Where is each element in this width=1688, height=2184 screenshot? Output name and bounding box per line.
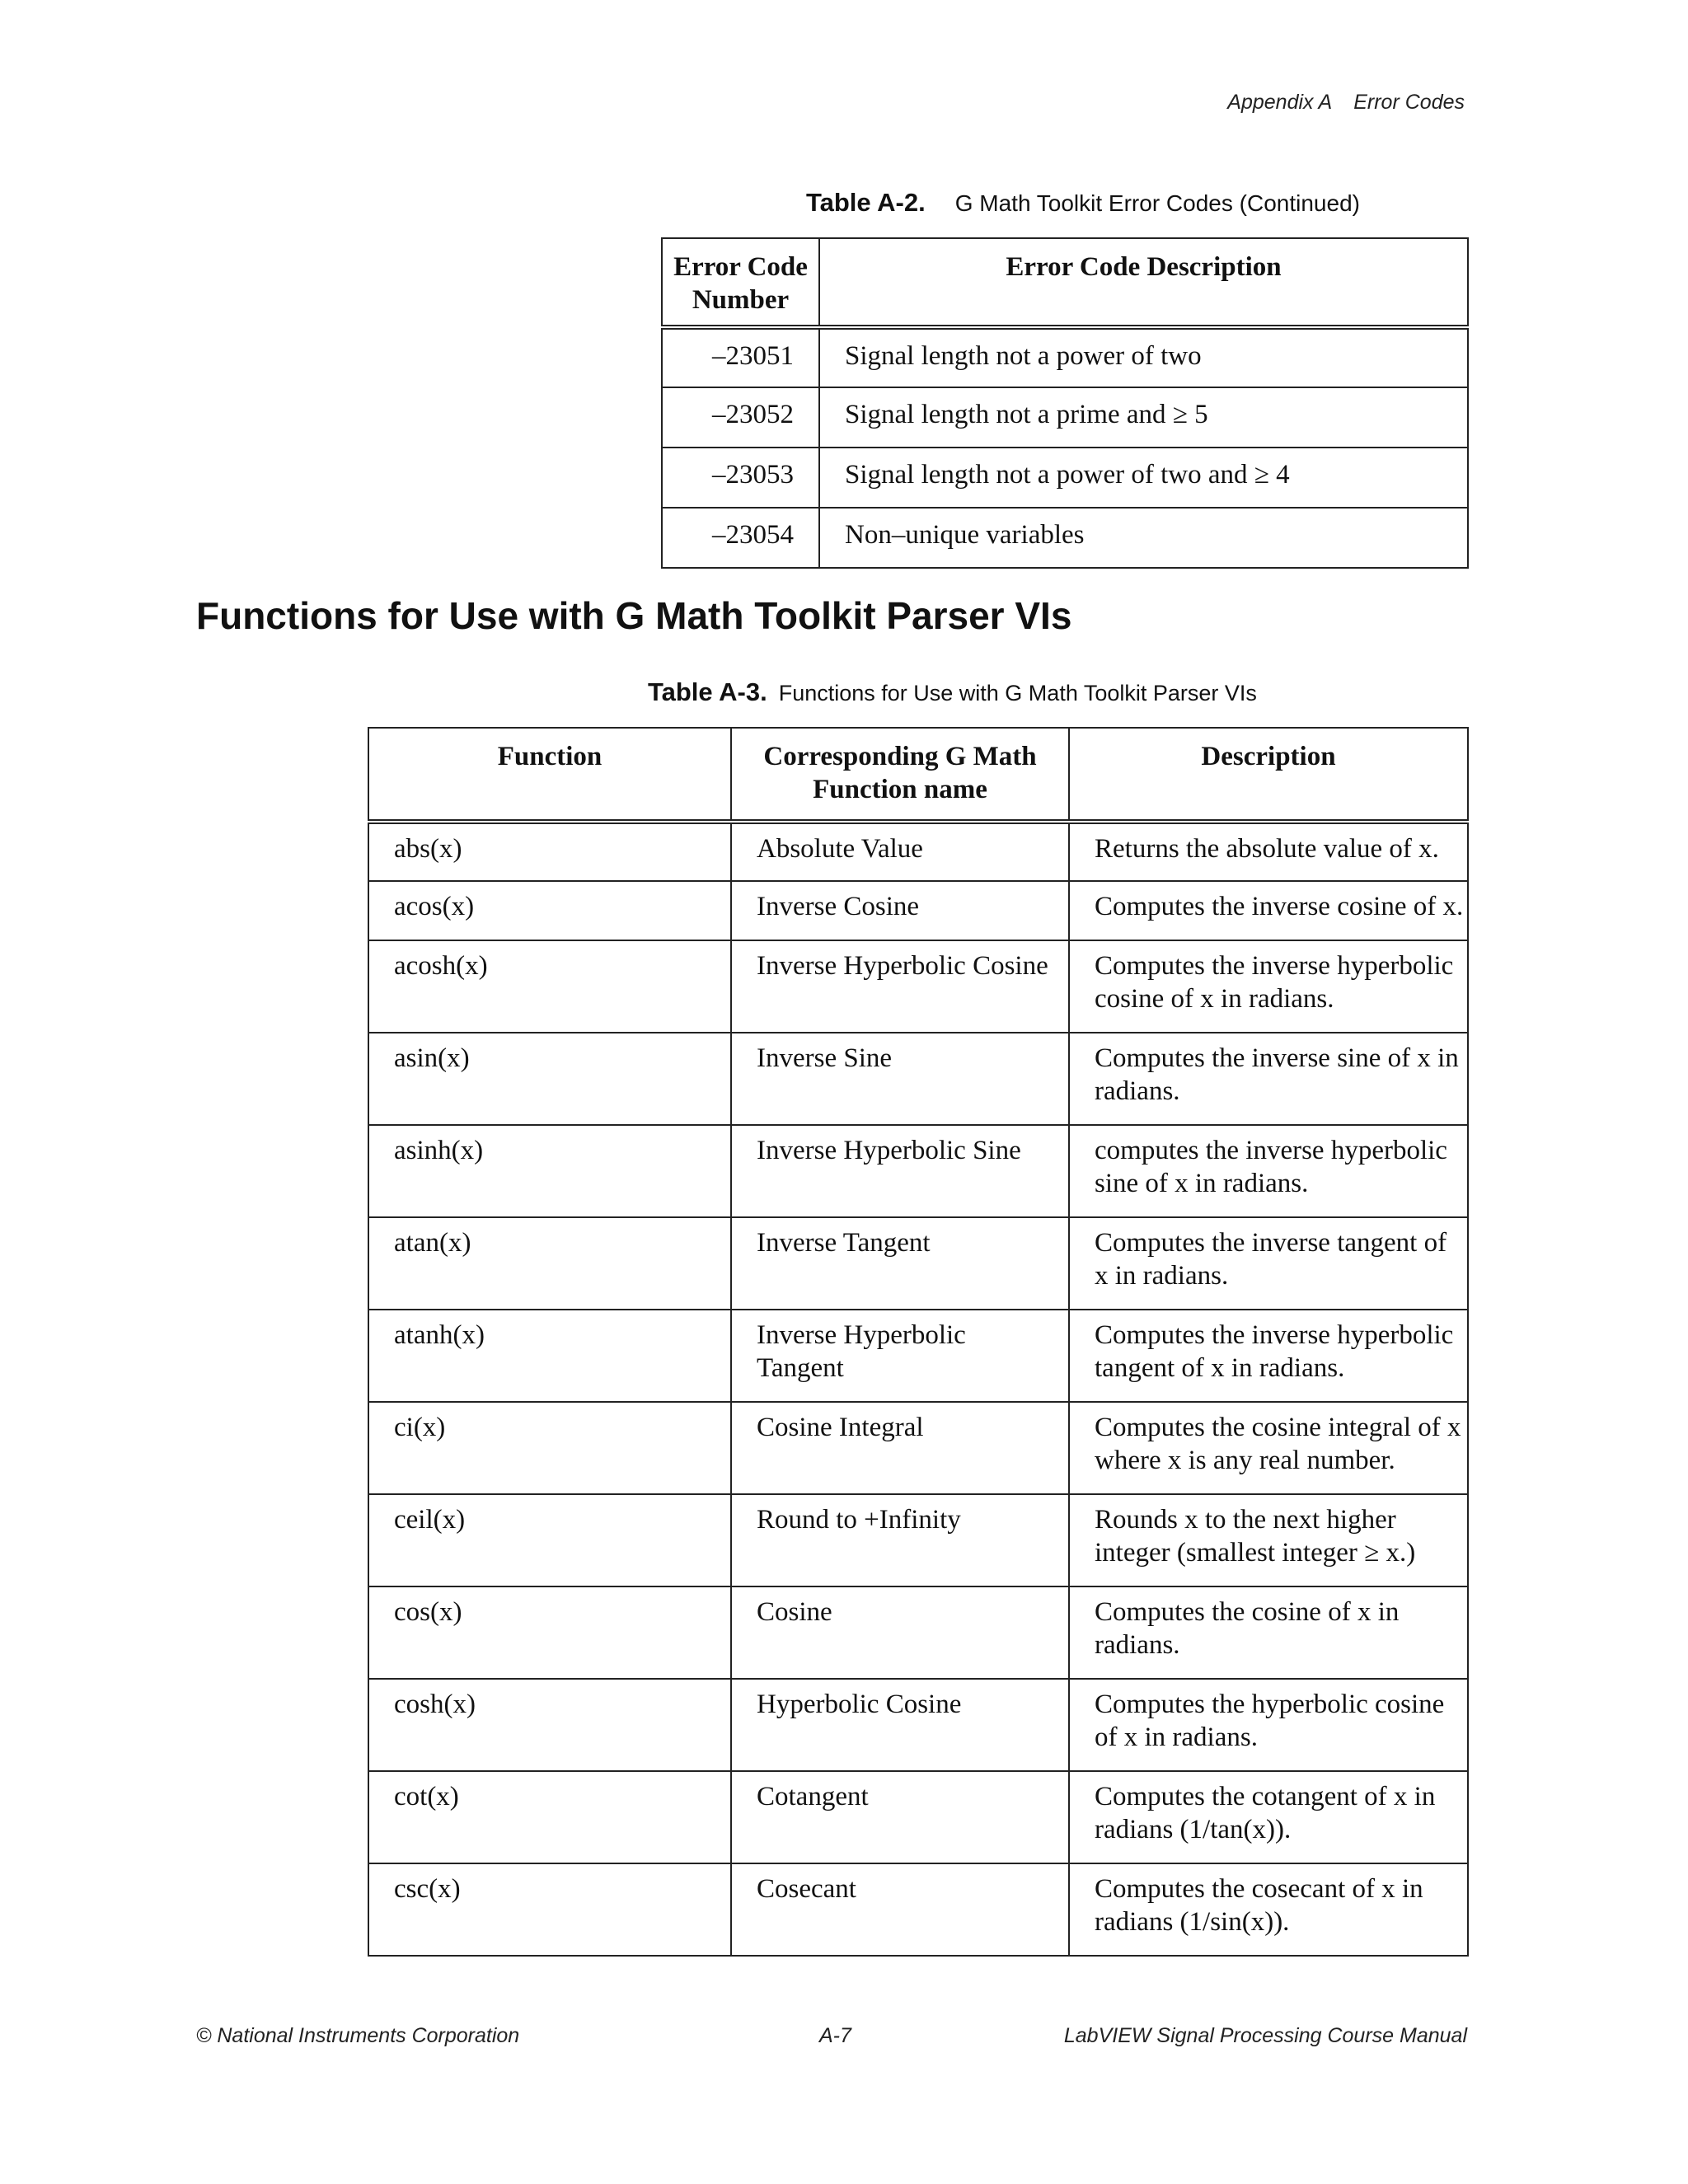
function-cell: acos(x) [368,881,731,940]
function-name-cell: Inverse Sine [731,1033,1069,1125]
function-name-cell: Round to +Infinity [731,1494,1069,1586]
error-code-cell: –23052 [662,387,819,448]
page-number: A-7 [819,2024,851,2047]
table-header-row [368,728,1468,822]
section-title: Functions for Use with G Math Toolkit Parser VIs [196,594,1072,637]
header-chapter: Error Codes [1353,91,1465,114]
description-cell: Computes the inverse sine of x in radians. [1069,1033,1468,1125]
error-description-cell: Signal length not a power of two and ≥ 4 [819,448,1468,508]
table-a2-caption-label: Table A-2. [806,188,926,217]
error-code-cell: –23051 [662,327,819,387]
column-header: Error Code Number [662,238,819,327]
function-name-cell: Cosine Integral [731,1402,1069,1494]
function-name-cell: Absolute Value [731,822,1069,881]
column-header: Function [368,728,731,822]
function-cell: csc(x) [368,1863,731,1956]
function-name-cell: Cosine [731,1586,1069,1679]
table-a3-caption [648,677,1257,707]
error-codes-table [661,237,1469,569]
table-row [368,1310,1468,1402]
function-cell: cos(x) [368,1586,731,1679]
table-row [368,1679,1468,1771]
description-cell: Computes the inverse tangent of x in radians. [1069,1217,1468,1310]
header-appendix: Appendix A [1227,91,1333,114]
table-row [368,881,1468,940]
function-name-cell: Inverse Cosine [731,881,1069,940]
parser-functions-table [368,727,1469,1957]
table-row [662,448,1468,508]
table-row [368,1402,1468,1494]
function-name-cell: Inverse Hyperbolic Cosine [731,940,1069,1033]
function-cell: cot(x) [368,1771,731,1863]
footer-manual-title: LabVIEW Signal Processing Course Manual [1063,2024,1467,2047]
table-row [368,1033,1468,1125]
description-cell: Returns the absolute value of x. [1069,822,1468,881]
error-description-cell: Non–unique variables [819,508,1468,568]
table-row [662,327,1468,387]
table-row [368,940,1468,1033]
function-name-cell: Hyperbolic Cosine [731,1679,1069,1771]
description-cell: Computes the inverse hyperbolic tangent of x in radians. [1069,1310,1468,1402]
function-name-cell: Inverse Hyperbolic Tangent [731,1310,1069,1402]
function-cell: acosh(x) [368,940,731,1033]
column-header: Corresponding G Math Function name [731,728,1069,822]
function-name-cell: Inverse Tangent [731,1217,1069,1310]
table-a2-caption-suffix: (Continued) [1239,190,1360,216]
description-cell: Computes the hyperbolic cosine of x in radians. [1069,1679,1468,1771]
description-cell: Computes the inverse hyperbolic cosine of x in radians. [1069,940,1468,1033]
column-header: Error Code Description [819,238,1468,327]
function-cell: ci(x) [368,1402,731,1494]
function-cell: abs(x) [368,822,731,881]
function-cell: asin(x) [368,1033,731,1125]
function-cell: asinh(x) [368,1125,731,1217]
function-cell: cosh(x) [368,1679,731,1771]
table-a2-caption [806,188,1360,218]
function-name-cell: Cotangent [731,1771,1069,1863]
table-row [368,1217,1468,1310]
table-a3-caption-label: Table A-3. [648,677,767,706]
function-cell: atanh(x) [368,1310,731,1402]
table-a2-caption-text: G Math Toolkit Error Codes [954,190,1233,216]
description-cell: Rounds x to the next higher integer (smallest integer ≥ x.) [1069,1494,1468,1586]
column-header: Description [1069,728,1468,822]
table-row [368,1125,1468,1217]
description-cell: Computes the cosine integral of x where x is any real number. [1069,1402,1468,1494]
description-cell: Computes the inverse cosine of x. [1069,881,1468,940]
error-description-cell: Signal length not a power of two [819,327,1468,387]
error-code-cell: –23054 [662,508,819,568]
table-row [368,822,1468,881]
table-row [368,1771,1468,1863]
table-a3-caption-text: Functions for Use with G Math Toolkit Parser VIs [778,681,1257,705]
description-cell: Computes the cotangent of x in radians (1/tan(x)). [1069,1771,1468,1863]
function-name-cell: Cosecant [731,1863,1069,1956]
table-header-row [662,238,1468,327]
description-cell: Computes the cosecant of x in radians (1/sin(x)). [1069,1863,1468,1956]
error-code-cell: –23053 [662,448,819,508]
table-row [368,1494,1468,1586]
description-cell: computes the inverse hyperbolic sine of x in radians. [1069,1125,1468,1217]
table-row [368,1586,1468,1679]
function-cell: ceil(x) [368,1494,731,1586]
running-header [1227,91,1465,115]
function-name-cell: Inverse Hyperbolic Sine [731,1125,1069,1217]
table-row [662,508,1468,568]
footer-copyright: © National Instruments Corporation [196,2024,520,2047]
description-cell: Computes the cosine of x in radians. [1069,1586,1468,1679]
error-description-cell: Signal length not a prime and ≥ 5 [819,387,1468,448]
function-cell: atan(x) [368,1217,731,1310]
table-row [662,387,1468,448]
table-row [368,1863,1468,1956]
